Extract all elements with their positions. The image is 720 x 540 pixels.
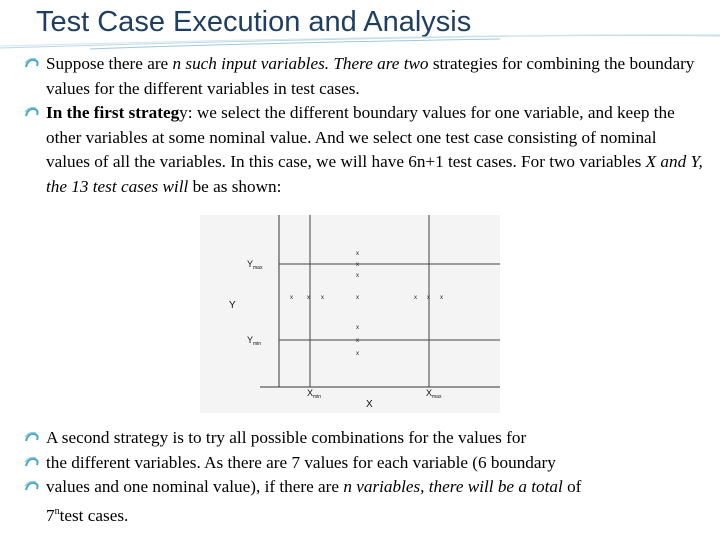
slide-title: Test Case Execution and Analysis: [36, 6, 472, 38]
title-swoosh-decoration: [0, 34, 720, 50]
bullet-text-italic: n variables, there will be a total: [343, 477, 563, 496]
bullet-text: values and one nominal value), if there are: [46, 477, 344, 496]
test-point-mark: x: [356, 338, 359, 344]
test-point-mark: x: [356, 273, 359, 279]
xmin-label: $X_{min}$: [307, 388, 322, 400]
bullet-text-italic: n such input variables. There are two: [172, 54, 429, 73]
bullet-text: strategies for combining the boundary values for the different variables in test cases.: [46, 54, 695, 98]
swirl-bullet-icon: [24, 57, 42, 71]
ymin-label: $Y_{min}$: [247, 335, 262, 347]
y-axis-label: Y: [229, 300, 236, 311]
boundary-value-diagram: [200, 215, 500, 413]
bullet-text: A second strategy is to try all possible combinations for the values for: [46, 428, 527, 447]
bullet-text: Suppose there are: [46, 54, 173, 73]
test-point-mark: x: [440, 295, 443, 301]
bullet-text: : we select the different boundary values for one variable, and keep the other variables at some nominal value. And we select one test case consisting of nominal values of all the variables. In this case, we will have 6n+1 test cases. For two variables: [46, 103, 675, 171]
boundary-value-figure: [200, 215, 500, 413]
swirl-bullet-icon: [24, 106, 42, 120]
bullet-text-bold: In the first strateg: [46, 103, 180, 122]
bullet-item: [28, 101, 704, 199]
bullet-text: test cases.: [59, 505, 129, 525]
bullet-text: the different variables. As there are 7 values for each variable (6 boundary: [46, 452, 556, 472]
bullet-text: 7: [46, 505, 55, 525]
test-point-mark: x: [356, 325, 359, 331]
test-point-mark: x: [356, 262, 359, 268]
slide-content: [28, 52, 704, 199]
bullet-text: be as shown:: [188, 176, 282, 196]
x-axis-label: X: [366, 399, 373, 410]
slide-content-lower: [28, 426, 704, 528]
bullet-item: [28, 52, 704, 101]
xmax-label: $X_{max}$: [426, 388, 442, 400]
ymax-label: $Y_{max}$: [247, 259, 263, 271]
swirl-bullet-icon: [24, 456, 42, 470]
bullet-text: of: [562, 477, 582, 496]
test-point-mark: x: [321, 295, 324, 301]
bullet-item: [28, 426, 704, 451]
bullet-text: y: [179, 103, 188, 122]
test-point-mark: x: [356, 351, 359, 357]
bullet-item: [28, 475, 704, 528]
test-point-mark: x: [414, 295, 417, 301]
swirl-bullet-icon: [24, 480, 42, 494]
bullet-item: [28, 451, 704, 476]
exponent-text: n: [54, 505, 60, 517]
bullet-text-italic: X and Y, the 13 test cases will: [46, 152, 703, 196]
title-bar: [0, 0, 720, 48]
test-point-mark: x: [427, 295, 430, 301]
test-point-mark: x: [356, 251, 359, 257]
test-point-mark: x: [290, 295, 293, 301]
test-point-mark: x: [356, 295, 359, 301]
swirl-bullet-icon: [24, 431, 42, 445]
test-point-mark: x: [307, 295, 310, 301]
